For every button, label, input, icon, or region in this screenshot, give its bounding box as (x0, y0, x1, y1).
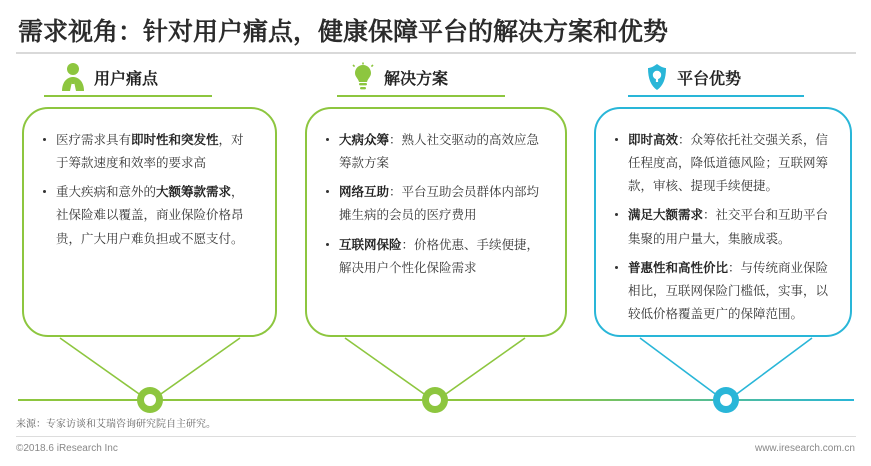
column-header-solutions (350, 62, 448, 92)
bullet-text-bold: 即时性和突发性 (131, 133, 219, 147)
list-item (325, 234, 545, 280)
list-item (42, 181, 255, 250)
bullet-text-part: ：与传统商业保险相比，互联网保险门槛低，实事，以较低价格覆盖更广的保障范围。 (628, 260, 829, 321)
copyright-text: ©2018.6 iResearch Inc (16, 443, 118, 454)
website-text: www.iresearch.com.cn (754, 443, 855, 454)
list-item (325, 129, 545, 175)
column-underline-pain-points (44, 95, 212, 97)
bullet-list-solutions (325, 129, 545, 280)
bullet-text-part: ：社交平台和互助平台集聚的用户量大，集腋成裘。 (628, 208, 829, 246)
node-core (144, 394, 156, 406)
user-icon (60, 62, 86, 92)
card-solutions (305, 107, 567, 337)
bullet-text-bold: 满足大额需求 (628, 208, 704, 223)
list-item (614, 204, 830, 250)
card-body-pain-points (24, 109, 275, 271)
list-item (614, 129, 830, 198)
node-pain-points (137, 387, 163, 413)
shield-icon (645, 62, 669, 92)
list-item (614, 257, 830, 326)
node-solutions (422, 387, 448, 413)
bullet-text-bold: 网络互助 (339, 185, 390, 200)
column-label-solutions: 解决方案 (384, 70, 449, 88)
bullet-text-bold: 互联网保险 (339, 237, 402, 252)
node-core (720, 394, 732, 406)
bullet-list-platform-advantages (614, 129, 830, 326)
column-label-platform-advantages: 平台优势 (677, 70, 742, 88)
bullet-text-part: ，社保险难以覆盖，商业保险价格昂贵，广大用户难负担或不愿支付。 (56, 185, 244, 246)
card-platform-advantages (594, 107, 852, 337)
node-platform-advantages (713, 387, 739, 413)
column-underline-solutions (337, 95, 505, 97)
bullet-text-part: 医疗需求具有 (56, 133, 132, 147)
source-note: 来源：专家访谈和艾瑞咨询研究院自主研究。 (16, 419, 216, 430)
lightbulb-icon (350, 62, 376, 92)
column-underline-platform-advantages (628, 95, 804, 97)
bullet-text-bold: 普惠性和高性价比 (628, 260, 729, 275)
bullet-text-part: ：平台互助会员群体内部均摊生病的会员的医疗费用 (339, 185, 540, 223)
bullet-text-part: 重大疾病和意外的 (56, 185, 157, 200)
card-pain-points (22, 107, 277, 337)
list-item (325, 181, 545, 227)
page-title: 需求视角：针对用户痛点，健康保障平台的解决方案和优势 (18, 18, 669, 46)
footer-divider (16, 436, 856, 437)
column-label-pain-points: 用户痛点 (94, 70, 159, 88)
bullet-text-part: ，对于筹款速度和效率的要求高 (56, 133, 244, 171)
column-header-platform-advantages (645, 62, 741, 92)
bullet-text-part: ：熟人社交驱动的高效应急筹款方案 (339, 133, 540, 171)
card-body-solutions (307, 109, 565, 300)
bullet-text-bold: 大额筹款需求 (156, 185, 232, 200)
title-divider (16, 52, 856, 54)
bullet-list-pain-points (42, 129, 255, 251)
column-header-pain-points (60, 62, 158, 92)
list-item (42, 129, 255, 175)
card-body-platform-advantages (596, 109, 850, 346)
bullet-text-part: ：价格优惠、手续便捷，解决用户个性化保险需求 (339, 237, 540, 275)
bullet-text-bold: 大病众筹 (339, 133, 390, 147)
node-core (429, 394, 441, 406)
bullet-text-part: ：众筹依托社交强关系，信任程度高，降低道德风险；互联网筹款，审核、提现手续便捷。 (628, 133, 829, 194)
bullet-text-bold: 即时高效 (628, 133, 679, 147)
